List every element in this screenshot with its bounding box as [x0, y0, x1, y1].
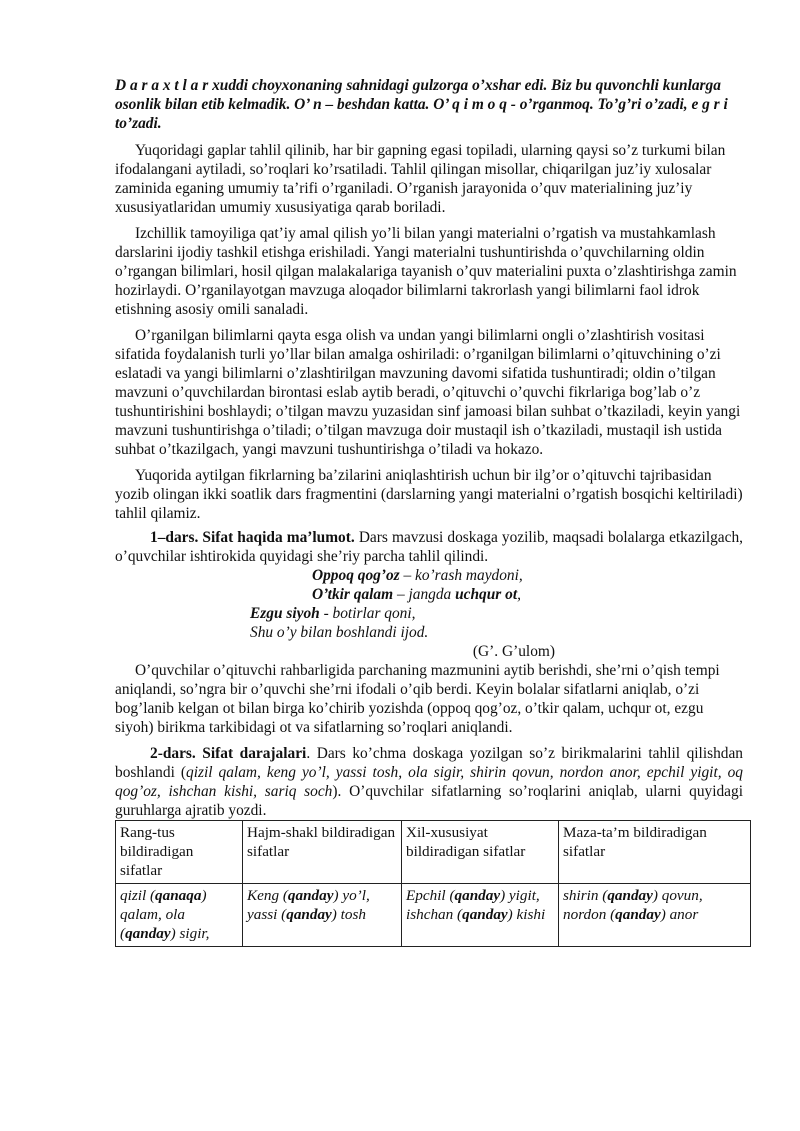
after-poem-paragraph: O’quvchilar o’qituvchi rahbarligida parchaning mazmunini aytib berishdi, she’rni o’qish tempi aniqlandi, so’ngra bir o’quvchi she’rni ifodali o’qib berdi. Keyin bolalar sifatlarni aniqlab, o’zi bog’lanib kelgan ot bilan birga ko’chirib yozishda (oppoq qog’oz, o’tkir qalam, uchqur ot, ezgu siyoh) birikma tarkibidagi ot va sifatlarning so’roqlari aniqlandi.: [115, 662, 720, 736]
lesson-2-text-b: ). O’quvchilar sifatlarning so’roqlarini aniqlab, ularni quyidagi guruhlarga ajratib yozdi.: [115, 783, 743, 819]
lesson-2-title: 2-dars. Sifat darajalari: [150, 745, 307, 762]
document-page: [115, 76, 743, 947]
intro-spaced-word: D a r a x t l a r: [115, 77, 209, 94]
paragraph-1: Yuqoridagi gaplar tahlil qilinib, har bir gapning egasi topiladi, ularning qaysi so’z turkumi bilan ifodalangani aytiladi, so’roqlari ko’rsatiladi. Tahlil qilingan misollar, chiqarilgan juz’iy xulosalar zaminida eganing umumiy ta’rifi o’rganiladi. O’rganish jarayonida o’quv materialining juz’iy xususiyatlaridan umumiy xususiyatiga qarab boriladi.: [115, 142, 726, 216]
poem-l2-mid: – jangda: [393, 586, 456, 603]
lesson-2-text-a: . Dars ko’chma doskaga yozilgan so’z birikmalarini tahlil qilishdan boshlandi (: [115, 745, 744, 781]
poem-l2-bold: O’tkir qalam: [312, 586, 394, 603]
poem-l3-rest: - botirlar qoni,: [319, 605, 416, 622]
intro-text: xuddi choyxonaning sahnidagi gulzorga o’xshar edi. Biz bu quvonchli kunlarga osonlik bilan etib kelmadik. O’ n – beshdan katta. O’ q i m o q - o’rganmoq. To’g’ri o’zadi, e g r i to’zadi.: [115, 77, 728, 132]
lesson-2-paragraph: [115, 744, 743, 820]
lesson-1-text: Dars mavzusi doskaga yozilib, maqsadi bolalarga etkazilgach, o’quvchilar ishtirokida quyidagi she’riy parcha tahlil qilindi.: [115, 529, 743, 565]
lesson-2-examples: qizil qalam, keng yo’l, yassi tosh, ola sigir, shirin qovun, nordon anor, epchil yigit, oq qog’oz, ishchan kishi, sariq soch: [115, 764, 743, 800]
poem-l1-bold: Oppoq qog’oz: [312, 567, 400, 584]
poem-l3-bold: Ezgu siyoh: [250, 605, 320, 622]
lesson-1-title: 1–dars. Sifat haqida ma’lumot.: [150, 529, 355, 546]
poem-line-4: Shu o’y bilan boshlandi ijod.: [250, 624, 429, 641]
poem-line-3: [115, 604, 743, 623]
paragraph-3: O’rganilgan bilimlarni qayta esga olish va undan yangi bilimlarni ongli o’zlashtirish vositasi sifatida foydalanish turli yo’llar bilan amalga oshiriladi: o’rganilgan bilimlarni o’qituvchining o’zi eslatadi va yangi bilimlarni o’zlashtirilgan mavzuning davomi sifatida tushuntiradi; oldin o’tilgan mavzuni o’quvchilardan birontasi eslab aytib beradi, o’qituvchi o’quvchi fikrlariga bog’lab o’z tushuntirishini boshlaydi; o’tilgan mavzu yuzasidan sinf jamoasi bilan suhbat o’tkaziladi, keyin yangi mavzuni tushuntirishga o’tiladi; o’tilgan mavzuga doir mustaqil ish o’tkaziladi, mustaqil ish ustida suhbat o’tkazilgach, yangi mavzuni tushuntirishga o’tiladi va hokazo.: [115, 327, 741, 458]
table-header-cell: Xil-xususiyat bildiradigan sifatlar: [402, 821, 559, 884]
adjective-groups-table: [115, 820, 751, 947]
table-header-cell: Rang-tus bildiradigan sifatlar: [116, 821, 243, 884]
poem-author: (G’. G’ulom): [472, 643, 555, 660]
table-cell: Keng (qanday) yo’l, yassi (qanday) tosh: [243, 884, 402, 947]
poem-l2-end: ,: [517, 586, 521, 603]
poem-line-2: [115, 585, 743, 604]
table-row: [116, 884, 751, 947]
poem-line-1: [115, 566, 743, 585]
intro-paragraph: [115, 76, 743, 133]
table-cell: qizil (qanaqa) qalam, ola (qanday) sigir,: [116, 884, 243, 947]
table-cell: Epchil (qanday) yigit, ishchan (qanday) kishi: [402, 884, 559, 947]
table-header-row: [116, 821, 751, 884]
table-cell: shirin (qanday) qovun, nordon (qanday) anor: [559, 884, 751, 947]
poem-l2-bold2: uchqur ot: [455, 586, 518, 603]
poem: [115, 566, 743, 661]
table-header-cell: Maza-ta’m bildiradigan sifatlar: [559, 821, 751, 884]
poem-l1-rest: – ko’rash maydoni,: [399, 567, 523, 584]
paragraph-2: Izchillik tamoyiliga qat’iy amal qilish yo’li bilan yangi materialni o’rgatish va mustahkamlash darslarini ijodiy tashkil etishga erishiladi. Yangi materialni tushuntirishda o’quvchilarning oldin o’rgangan bilimlari, hosil qilgan malakalariga tayanish o’quv materialini puxta o’zlashtirishga zamin hozirlaydi. O’rganilayotgan mavzuga aloqador bilimlarni takrorlash yangi bilimlarni faol idrok etishning asosiy omili sanaladi.: [115, 225, 737, 318]
table-header-cell: Hajm-shakl bildiradigan sifatlar: [243, 821, 402, 884]
paragraph-4: Yuqorida aytilgan fikrlarning ba’zilarini aniqlashtirish uchun bir ilg’or o’qituvchi tajribasidan yozib olingan ikki soatlik dars fragmentini (darslarning yangi materialni o’rgatish bosqichi keltiriladi) tahlil qilamiz.: [115, 467, 743, 522]
lesson-1-paragraph: [115, 528, 743, 566]
